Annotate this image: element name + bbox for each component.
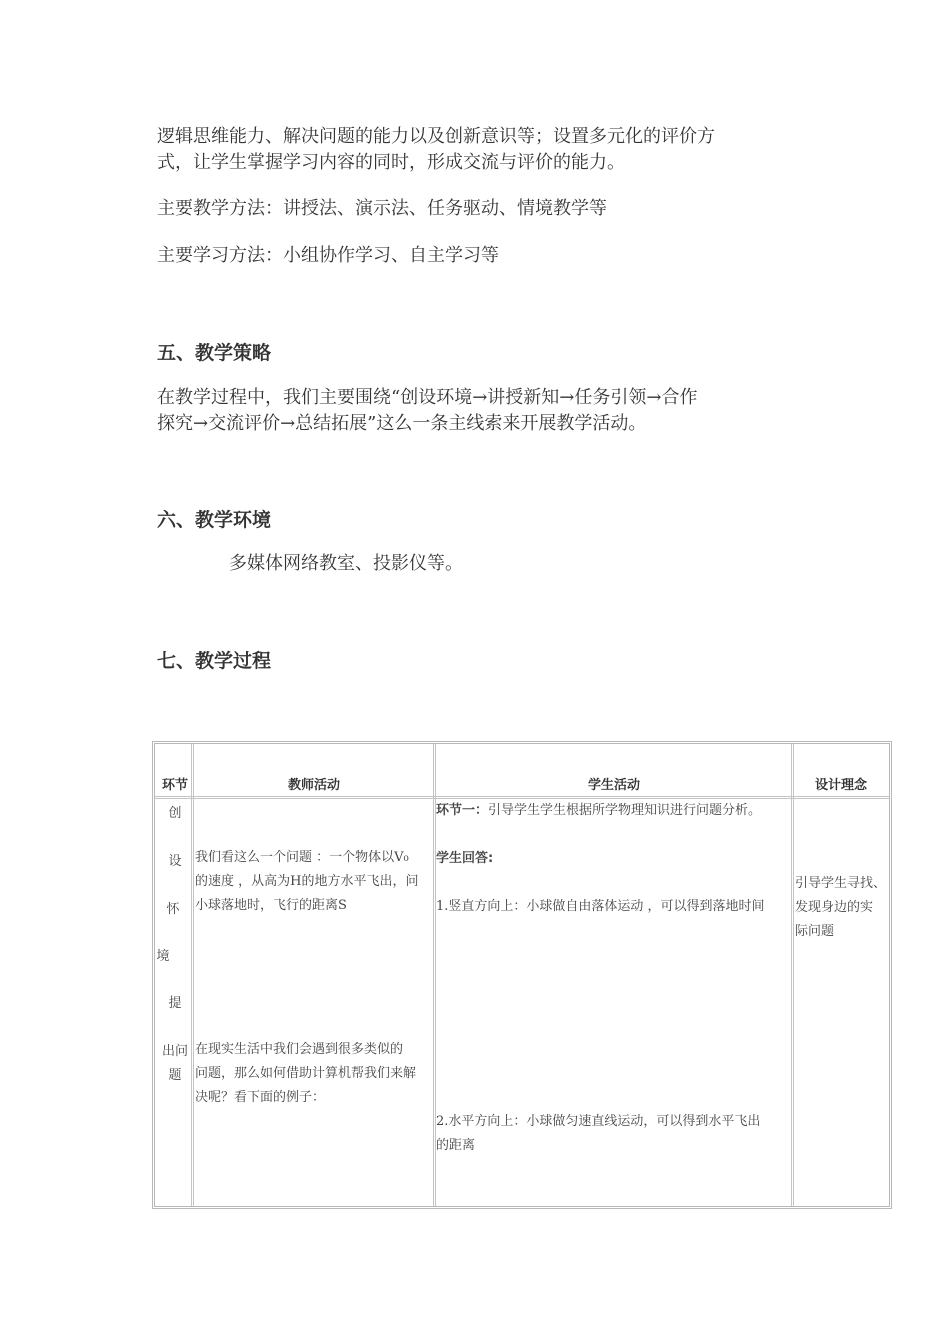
section-5-line-2: 探究→交流评价→总结拓展”这么一条主线索来开展教学活动。 bbox=[157, 413, 647, 434]
section-6-body: 多媒体网络教室、投影仪等。 bbox=[229, 553, 463, 574]
intro-line-2: 式，让学生掌握学习内容的同时，形成交流与评价的能力。 bbox=[157, 152, 625, 173]
stage-label: 环节一： bbox=[436, 803, 489, 818]
header-student-activity: 学生活动 bbox=[587, 778, 640, 793]
teacher-activity-prompt bbox=[195, 1038, 433, 1110]
section-5-line-1: 在教学过程中，我们主要围绕“创设环境→讲授新知→任务引领→合作 bbox=[157, 387, 698, 408]
design-concept bbox=[795, 872, 891, 944]
teaching-process-table bbox=[152, 741, 892, 1209]
stage-char: 境 bbox=[156, 949, 170, 964]
student-line: 的距离 bbox=[436, 1138, 476, 1153]
section-7-heading: 七、教学过程 bbox=[157, 650, 272, 672]
teacher-line: 我们看这么一个问题 ：一个物体以V₀ bbox=[195, 850, 409, 865]
header-teacher-activity: 教师活动 bbox=[287, 778, 340, 793]
stage-char: 出问 bbox=[161, 1044, 188, 1059]
intro-line-1: 逻辑思维能力、解决问题的能力以及创新意识等；设置多元化的评价方 bbox=[157, 126, 715, 147]
learning-methods: 主要学习方法：小组协作学习、自主学习等 bbox=[157, 245, 499, 266]
stage-text: 引导学生学生根据所学物理知识进行问题分析。 bbox=[488, 803, 762, 818]
student-answer-item-2 bbox=[436, 1110, 796, 1158]
header-stage: 环节 bbox=[161, 778, 188, 793]
student-answer-label: 学生回答: bbox=[436, 851, 494, 866]
section-5-heading: 五、教学策略 bbox=[157, 342, 272, 364]
stage-char: 创 bbox=[168, 806, 182, 821]
student-line: 2.水平方向上：小球做匀速直线运动，可以得到水平飞出 bbox=[436, 1114, 761, 1129]
stage-char: 提 bbox=[168, 996, 182, 1011]
teacher-line: 问题，那么如何借助计算机帮我们来解 bbox=[195, 1066, 417, 1081]
design-line: 发现身边的实 bbox=[795, 900, 874, 915]
teacher-line: 在现实生活中我们会遇到很多类似的 bbox=[195, 1042, 404, 1057]
teaching-methods: 主要教学方法：讲授法、演示法、任务驱动、情境教学等 bbox=[157, 198, 607, 219]
student-stage-intro bbox=[436, 799, 796, 823]
teacher-line: 的速度 ，从高为H的地方水平飞出，问 bbox=[195, 874, 419, 889]
section-6-heading: 六、教学环境 bbox=[157, 509, 272, 531]
student-answer-item-1: 1.竖直方向上：小球做自由落体运动 ，可以得到落地时间 bbox=[436, 899, 765, 914]
stage-char: 设 bbox=[168, 854, 182, 869]
stage-char: 怀 bbox=[166, 902, 180, 917]
design-line: 引导学生寻找、 bbox=[795, 876, 887, 891]
design-line: 际问题 bbox=[795, 924, 835, 939]
stage-char: 题 bbox=[168, 1068, 182, 1083]
teacher-line: 决呢？看下面的例子： bbox=[195, 1090, 326, 1105]
teacher-line: 小球落地时，飞行的距离S bbox=[195, 898, 347, 913]
header-design-concept: 设计理念 bbox=[814, 778, 867, 793]
teacher-activity-problem bbox=[195, 846, 433, 918]
